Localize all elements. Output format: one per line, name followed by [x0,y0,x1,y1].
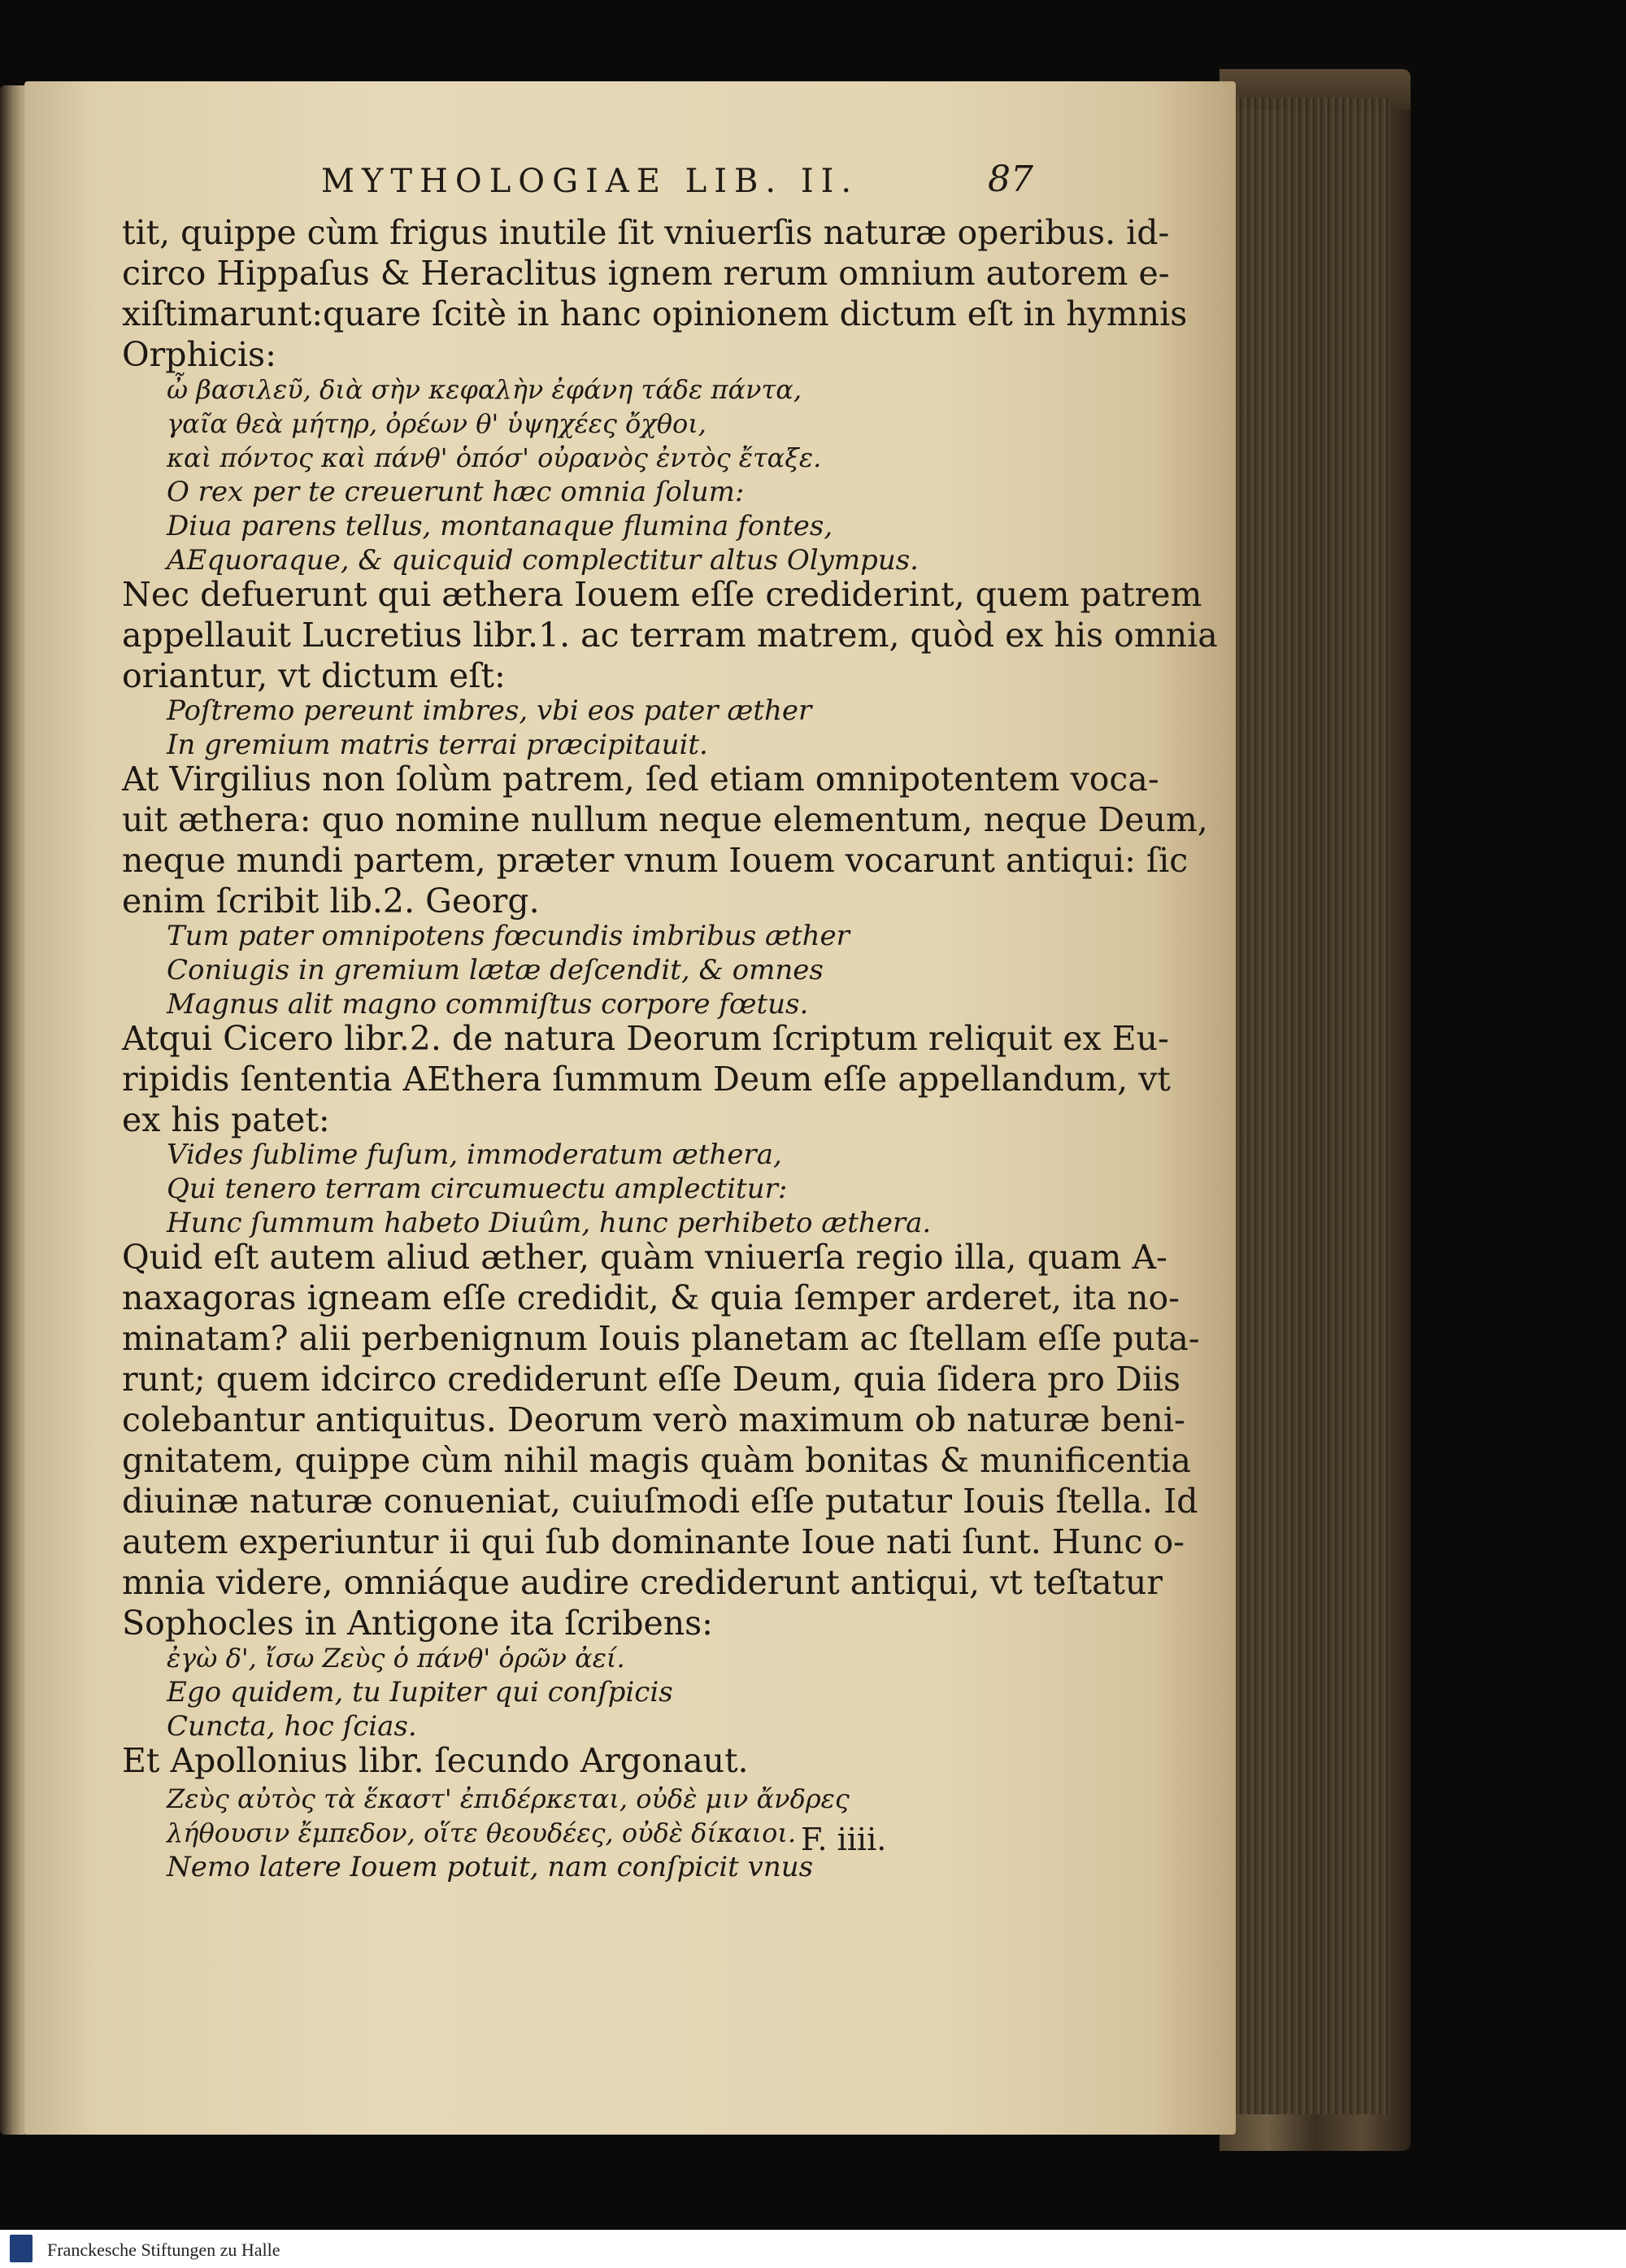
institution-logo-icon [10,2235,33,2262]
greek-verse-line: καὶ πόντος καὶ πάνθ' ὁπόσ' οὐρανὸς ἐντὸς ἔταξε. [167,442,822,473]
signature-mark: F. iiii. [801,1822,887,1857]
text-line: appellauit Lucretius libr.1. ac terram matrem, quòd ex his omnia [122,616,1218,655]
page-stack-edge [1236,98,1390,2114]
latin-verse-line: Diua parens tellus, montanaque flumina fontes, [167,510,833,542]
running-title: MYTHOLOGIAE LIB. II. [321,163,859,200]
text-line: diuinæ naturæ conueniat, cuiuſmodi eſſe putatur Iouis ſtella. Id [122,1482,1198,1521]
latin-verse-line: AEquoraque, & quicquid complectitur altus Olympus. [167,544,919,577]
text-line: ripidis ſententia AEthera ſummum Deum eſſe appellandum, vt [122,1060,1171,1099]
greek-verse-line: ἐγὼ δ', ἴσω Ζεὺς ὁ πάνθ' ὁρῶν ἀεί. [167,1643,625,1674]
latin-verse-line: Poſtremo pereunt imbres, vbi eos pater æther [167,694,812,727]
latin-verse-line: Vides ſublime fuſum, immoderatum æthera, [167,1138,782,1171]
latin-verse-line: In gremium matris terrai præcipitauit. [167,729,708,761]
greek-verse-line: ὦ βασιλεῦ, διὰ σὴν κεφαλὴν ἐφάνη τάδε πάντα, [167,374,802,405]
text-line: colebantur antiquitus. Deorum verò maximum ob naturæ beni- [122,1400,1185,1439]
text-line: oriantur, vt dictum eſt: [122,656,506,695]
text-line: gnitatem, quippe cùm nihil magis quàm bonitas & munificentia [122,1441,1191,1480]
text-line: uit æthera: quo nomine nullum neque elementum, neque Deum, [122,800,1208,839]
greek-verse-line: γαῖα θεὰ μήτηρ, ὀρέων θ' ὑψηχέες ὄχθοι, [167,408,706,439]
latin-verse-line: Qui tenero terram circumuectu amplectitur: [167,1173,788,1205]
text-line: tit, quippe cùm frigus inutile ſit vniuerſis naturæ operibus. id- [122,213,1170,252]
latin-verse-line: O rex per te creuerunt hæc omnia ſolum: [167,476,745,508]
page-number: 87 [988,159,1033,200]
greek-verse-line: Ζεὺς αὐτὸς τὰ ἕκαστ' ἐπιδέρκεται, οὐδὲ μιν ἄνδρες [167,1783,850,1814]
text-line: Quid eſt autem aliud æther, quàm vniuerſa regio illa, quam A- [122,1238,1167,1277]
latin-verse-line: Coniugis in gremium lætæ deſcendit, & omnes [167,954,824,986]
text-line: enim ſcribit lib.2. Georg. [122,882,540,921]
text-line: xiſtimarunt:quare ſcitè in hanc opinionem dictum eſt in hymnis [122,294,1188,333]
text-line: autem experiuntur ii qui ſub dominante Ioue nati ſunt. Hunc o- [122,1522,1185,1561]
text-line: Atqui Cicero libr.2. de natura Deorum ſcriptum reliquit ex Eu- [122,1019,1169,1058]
latin-verse-line: Cuncta, hoc ſcias. [167,1710,417,1743]
text-line: runt; quem idcirco crediderunt eſſe Deum, quia ſidera pro Diis [122,1360,1181,1399]
text-line: minatam? alii perbenignum Iouis planetam ac ſtellam eſſe puta- [122,1319,1200,1358]
text-line: mnia videre, omniáque audire crediderunt antiqui, vt teſtatur [122,1563,1163,1602]
latin-verse-line: Ego quidem, tu Iupiter qui conſpicis [167,1676,673,1709]
text-line: At Virgilius non ſolùm patrem, ſed etiam omnipotentem voca- [122,760,1159,799]
text-line: Orphicis: [122,335,276,374]
text-line: naxagoras igneam eſſe credidit, & quia ſemper arderet, ita no- [122,1278,1180,1317]
latin-verse-line: Tum pater omnipotens fœcundis imbribus æther [167,920,850,952]
latin-verse-line: Magnus alit magno commiſtus corpore fœtus. [167,988,809,1021]
text-line: Nec defuerunt qui æthera Iouem eſſe crediderint, quem patrem [122,575,1202,614]
latin-verse-line: Nemo latere Iouem potuit, nam conſpicit vnus [167,1851,814,1883]
latin-verse-line: Hunc ſummum habeto Diuûm, hunc perhibeto æthera. [167,1207,932,1239]
text-line: neque mundi partem, præter vnum Iouem vocarunt antiqui: ſic [122,841,1189,880]
footer-credit: Franckesche Stiftungen zu Halle [47,2240,280,2260]
text-line: ex his patet: [122,1100,330,1139]
greek-verse-line: λήθουσιν ἔμπεδον, οἵτε θεουδέες, οὐδὲ δίκαιοι. [167,1817,797,1848]
text-line: circo Hippaſus & Heraclitus ignem rerum omnium autorem e- [122,254,1170,293]
text-line: Et Apollonius libr. ſecundo Argonaut. [122,1741,749,1780]
text-line: Sophocles in Antigone ita ſcribens: [122,1604,713,1643]
